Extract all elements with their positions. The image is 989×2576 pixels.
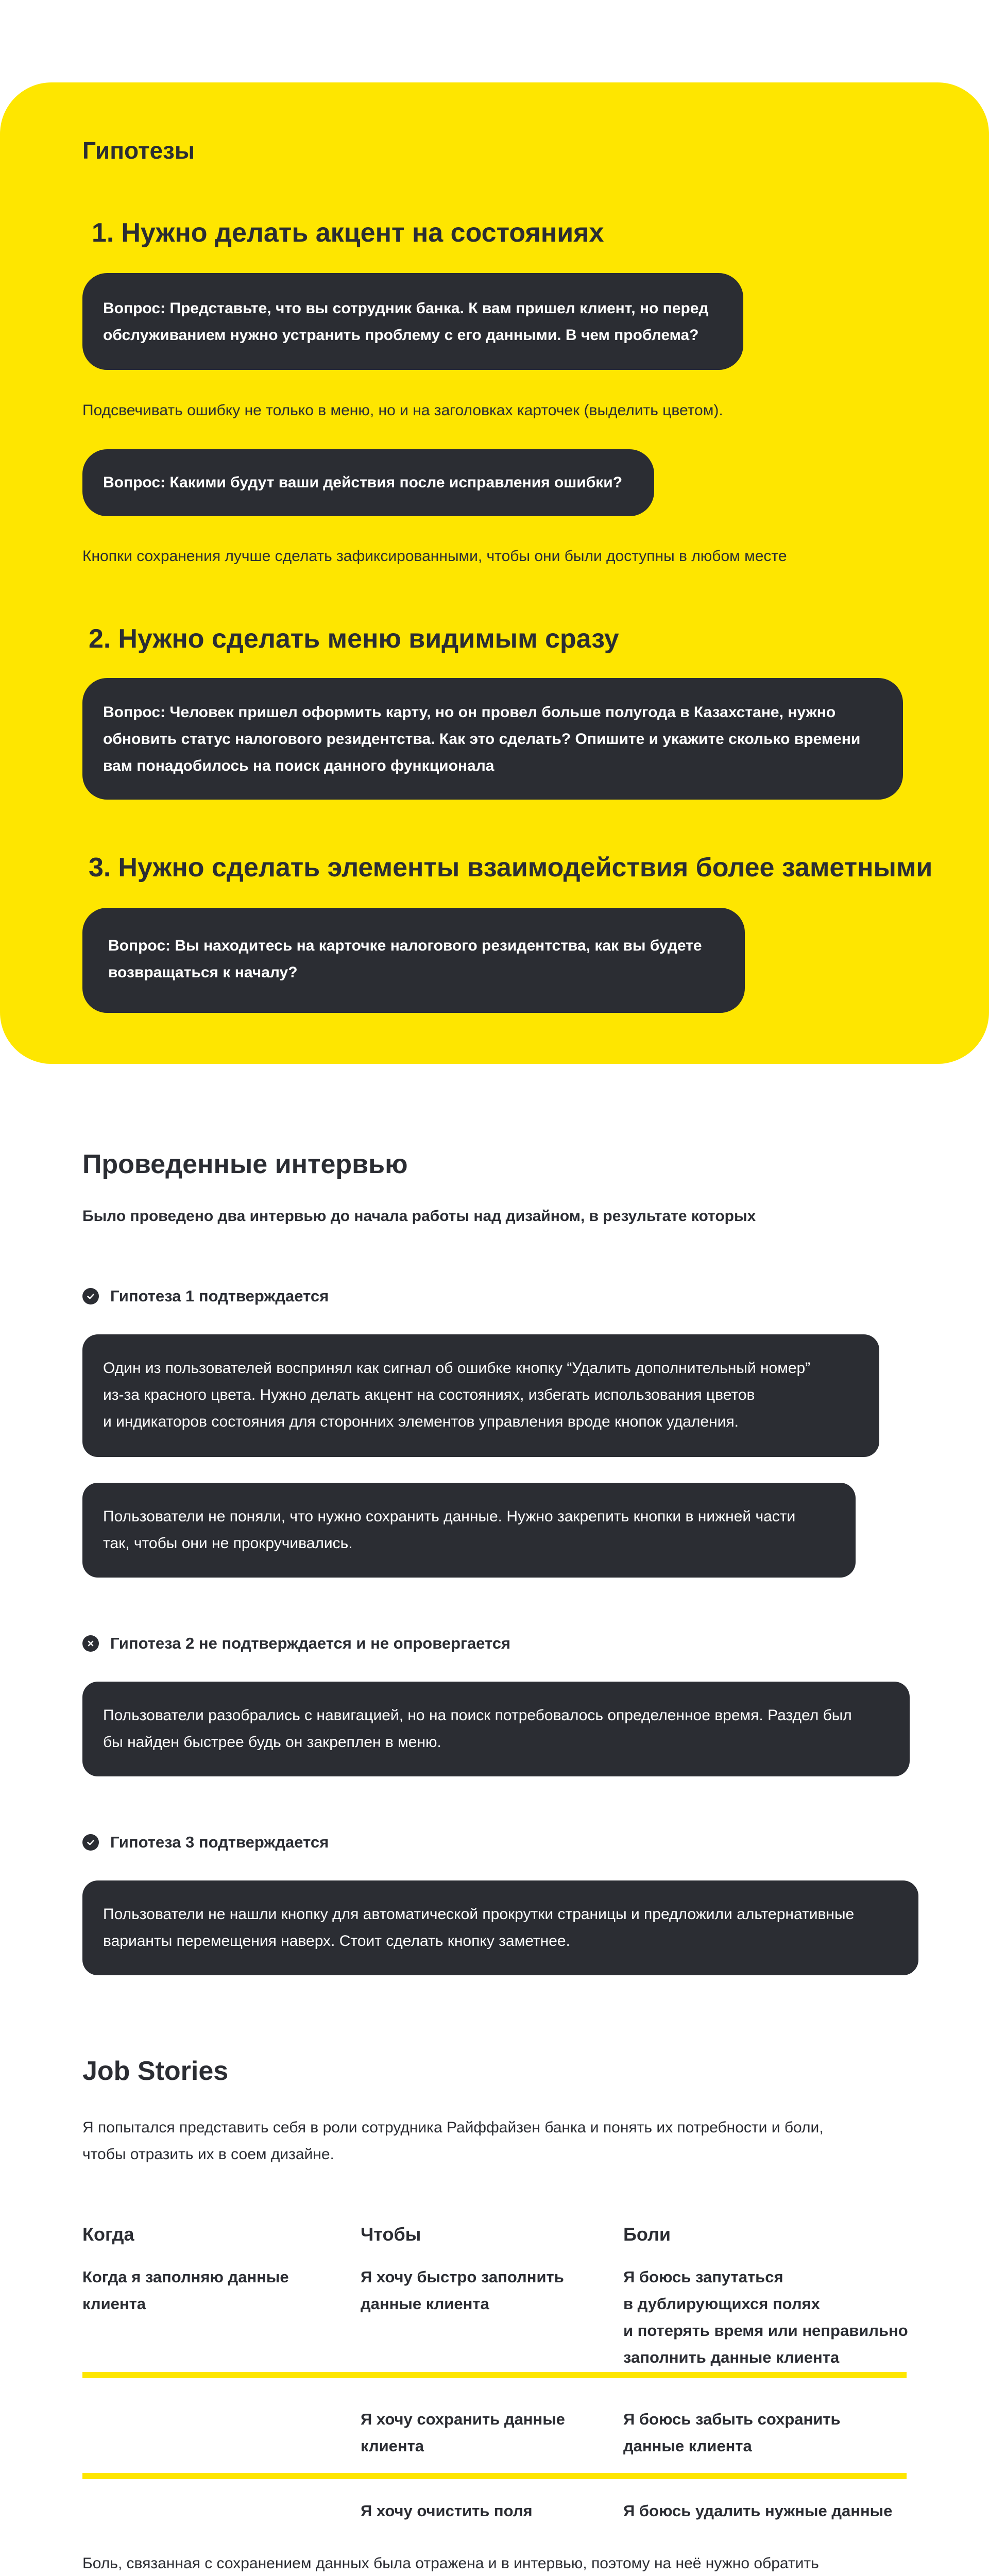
job-stories-title: Job Stories <box>82 2056 229 2086</box>
status-label: Гипотеза 2 не подтверждается и не опровергается <box>110 1634 511 1652</box>
cell-line: клиента <box>82 2295 146 2313</box>
hypothesis-2-number: 2. <box>89 624 111 654</box>
question-line: Вопрос: Человек пришел оформить карту, но он провел больше полугода в Казахстане, нужно <box>103 704 836 721</box>
cell-line: Я боюсь забыть сохранить <box>623 2410 841 2428</box>
card-line: бы найден быстрее будь он закреплен в меню. <box>103 1734 441 1751</box>
cross-circle-icon <box>82 1635 99 1652</box>
cell-line: заполнить данные клиента <box>623 2348 840 2366</box>
card-line: так, чтобы они не прокручивались. <box>103 1535 353 1552</box>
hypothesis-1-question-2 <box>82 449 654 516</box>
hypothesis-1-status <box>82 1287 329 1306</box>
column-header-to: Чтобы <box>361 2224 421 2245</box>
table-divider <box>82 2473 907 2479</box>
hypothesis-2-heading <box>89 623 619 654</box>
interview-card <box>82 1880 918 1975</box>
card-line: Один из пользователей воспринял как сигнал об ошибке кнопку “Удалить дополнительный номер” <box>103 1360 811 1377</box>
column-header-when: Когда <box>82 2224 134 2245</box>
card-line: Пользователи не поняли, что нужно сохранить данные. Нужно закрепить кнопки в нижней части <box>103 1508 796 1525</box>
cell-line: Я боюсь запутаться <box>623 2268 783 2286</box>
hypothesis-3-title: Нужно сделать элементы взаимодействия более заметными <box>118 853 933 883</box>
hypothesis-2-question <box>82 678 903 800</box>
cell-line: данные клиента <box>623 2437 752 2455</box>
cell-line: Я хочу быстро заполнить <box>361 2268 564 2286</box>
hypotheses-title: Гипотезы <box>82 137 195 164</box>
hypothesis-1-answer-2: Кнопки сохранения лучше сделать зафиксированными, чтобы они были доступны в любом месте <box>82 548 787 565</box>
hypothesis-1-heading <box>92 217 604 248</box>
card-line: и индикаторов состояния для сторонних элементов управления вроде кнопок удаления. <box>103 1413 739 1430</box>
question-line: обслуживанием нужно устранить проблему с его данными. В чем проблема? <box>103 327 699 344</box>
hypothesis-1-number: 1. <box>92 218 114 248</box>
table-divider <box>82 2372 907 2378</box>
interview-card <box>82 1334 879 1457</box>
question-line: вам понадобилось на поиск данного функционала <box>103 757 494 774</box>
hypothesis-1-answer-1: Подсвечивать ошибку не только в меню, но и на заголовках карточек (выделить цветом). <box>82 402 723 419</box>
paragraph-line: Боль, связанная с сохранением данных была отражена и в интервью, поэтому на неё нужно обратить <box>82 2555 819 2572</box>
card-line: Пользователи не нашли кнопку для автоматической прокрутки страницы и предложили альтернативные <box>103 1906 855 1923</box>
paragraph-line: Я попытался представить себя в роли сотрудника Райффайзен банка и понять их потребности и боли, <box>82 2119 824 2136</box>
interviews-subtitle: Было проведено два интервью до начала работы над дизайном, в результате которых <box>82 1208 756 1225</box>
cell-line: Когда я заполняю данные <box>82 2268 289 2286</box>
check-circle-icon <box>82 1834 99 1851</box>
hypothesis-1-title: Нужно делать акцент на состояниях <box>121 218 604 248</box>
check-circle-icon <box>82 1288 99 1304</box>
interview-card <box>82 1483 856 1578</box>
cell-line: в дублирующихся полях <box>623 2295 820 2313</box>
cell-when <box>82 2264 289 2317</box>
card-line: из-за красного цвета. Нужно делать акцент на состояниях, избегать использования цветов <box>103 1386 755 1403</box>
cell-pain <box>623 2406 841 2460</box>
hypothesis-3-question <box>82 908 745 1013</box>
card-line: варианты перемещения наверх. Стоит сделать кнопку заметнее. <box>103 1933 570 1950</box>
status-label: Гипотеза 3 подтверждается <box>110 1833 329 1851</box>
question-line: Вопрос: Вы находитесь на карточке налогового резидентства, как вы будете <box>108 937 702 954</box>
interviews-title: Проведенные интервью <box>82 1149 408 1179</box>
cell-to: Я хочу очистить поля <box>361 2502 533 2520</box>
paragraph-line: чтобы отразить их в соем дизайне. <box>82 2146 334 2163</box>
question-line: возвращаться к началу? <box>108 964 298 981</box>
question-line: Вопрос: Какими будут ваши действия после исправления ошибки? <box>103 474 623 491</box>
question-line: Вопрос: Представьте, что вы сотрудник банка. К вам пришел клиент, но перед <box>103 300 709 317</box>
hypothesis-2-title: Нужно сделать меню видимым сразу <box>118 624 619 654</box>
cell-to <box>361 2406 565 2460</box>
cell-line: данные клиента <box>361 2295 489 2313</box>
interview-card <box>82 1682 910 1776</box>
column-header-pain: Боли <box>623 2224 671 2245</box>
cell-line: клиента <box>361 2437 424 2455</box>
hypothesis-3-heading <box>89 852 932 883</box>
job-stories-outro <box>82 2550 819 2576</box>
card-line: Пользователи разобрались с навигацией, но на поиск потребовалось определенное время. Раздел был <box>103 1707 852 1724</box>
cell-to <box>361 2264 564 2317</box>
cell-line: Я хочу сохранить данные <box>361 2410 565 2428</box>
cell-pain: Я боюсь удалить нужные данные <box>623 2502 893 2520</box>
status-label: Гипотеза 1 подтверждается <box>110 1287 329 1305</box>
question-line: обновить статус налогового резидентства. Как это сделать? Опишите и укажите сколько времени <box>103 731 861 748</box>
hypothesis-1-question-1 <box>82 273 743 370</box>
job-stories-intro <box>82 2114 824 2168</box>
hypothesis-2-status <box>82 1634 510 1653</box>
hypothesis-3-number: 3. <box>89 853 111 883</box>
cell-line: и потерять время или неправильно <box>623 2321 908 2340</box>
cell-pain <box>623 2264 908 2371</box>
hypothesis-3-status <box>82 1833 329 1852</box>
